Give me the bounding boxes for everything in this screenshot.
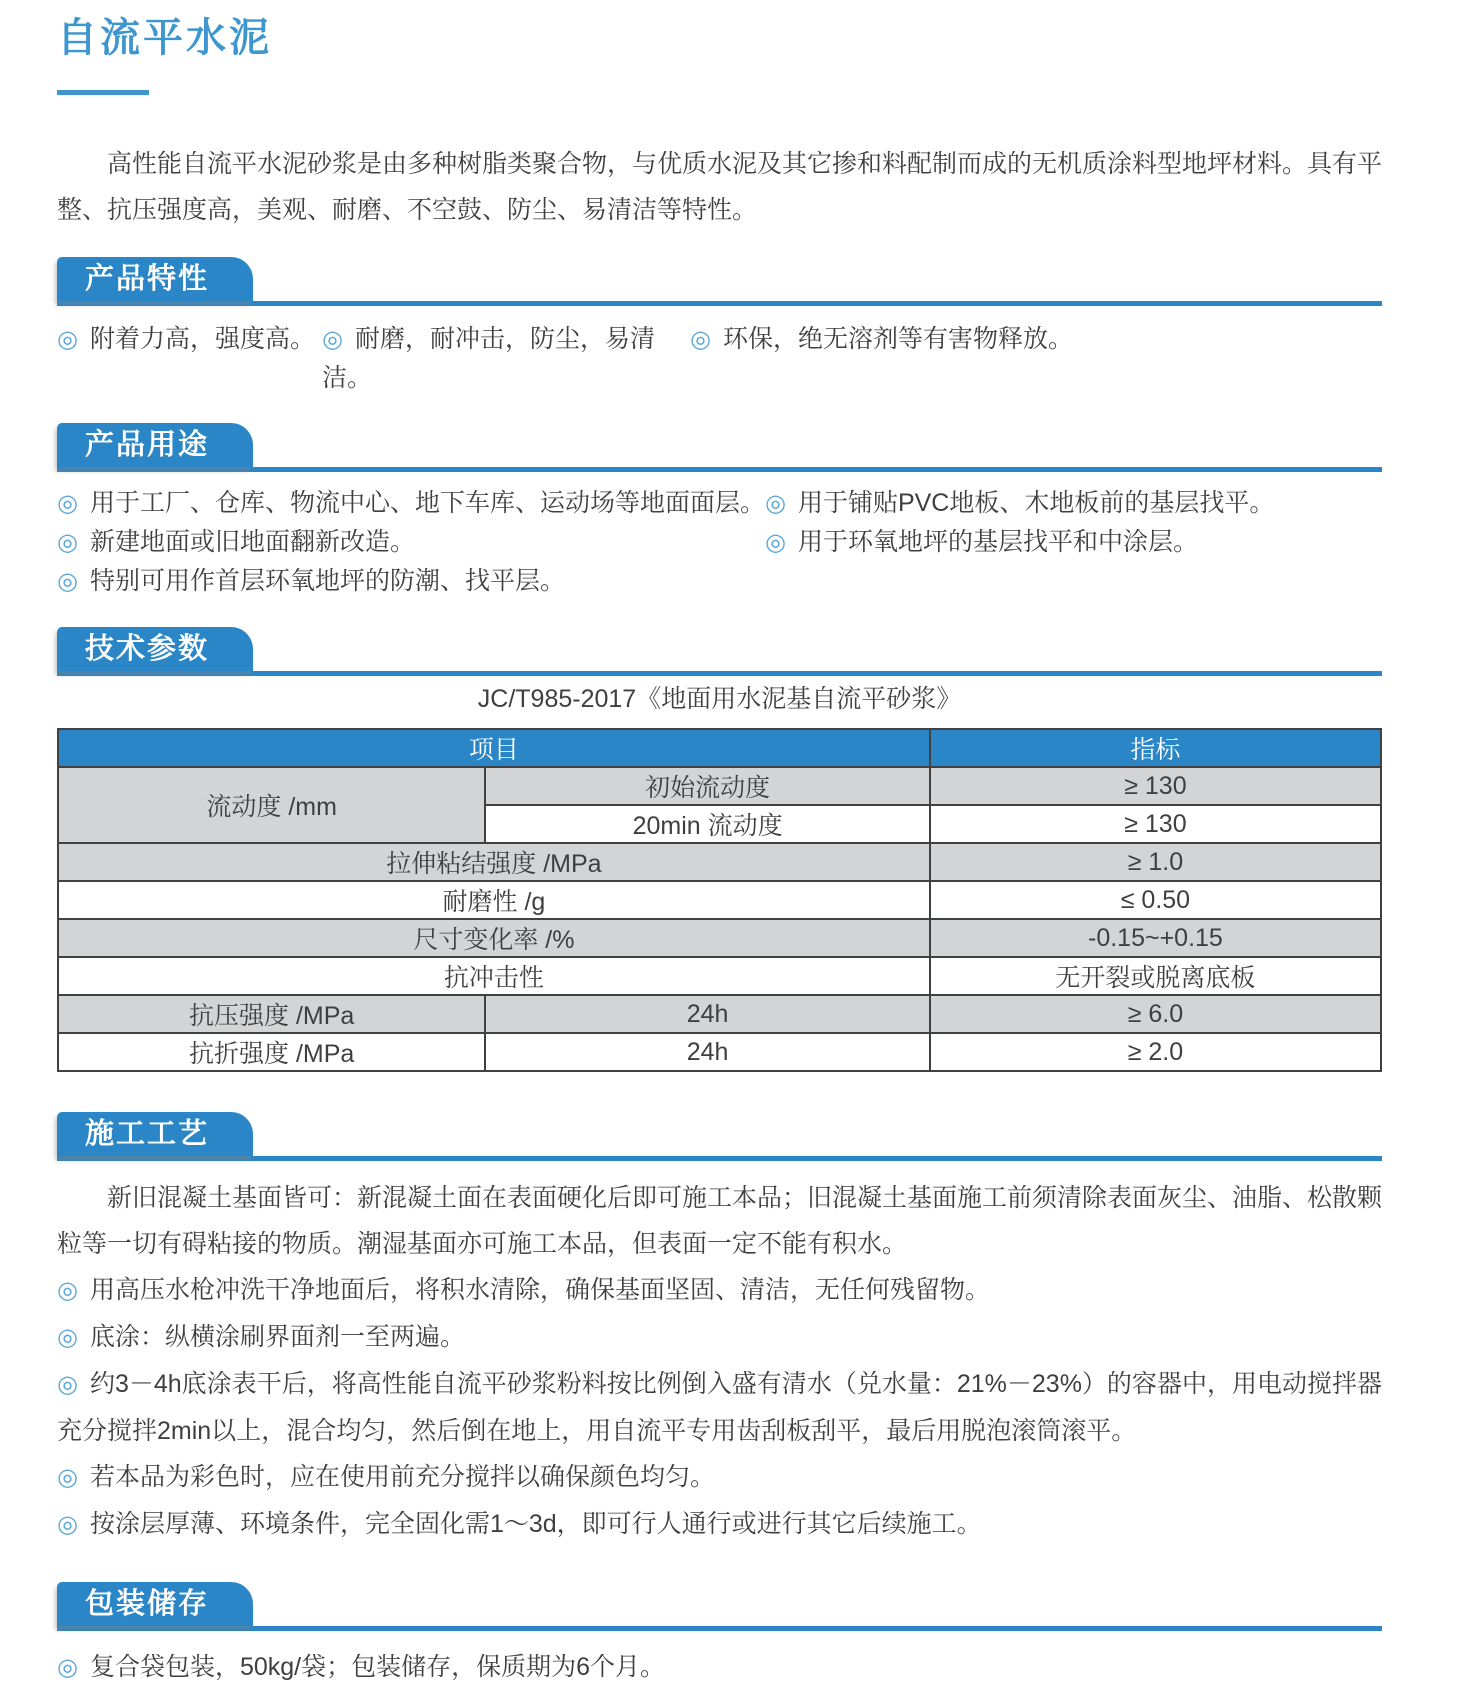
bullet-text: 底涂：纵横涂刷界面剂一至两遍。: [89, 1323, 465, 1351]
bullseye-bullet-icon: ◎: [765, 529, 786, 556]
table-row: [58, 843, 1381, 881]
bullet-text: 用高压水枪冲洗干净地面后，将积水清除，确保基面坚固、清洁，无任何残留物。: [89, 1276, 990, 1304]
cell-value: -0.15~+0.15: [930, 919, 1381, 957]
table-row: [58, 957, 1381, 995]
bullseye-bullet-icon: ◎: [690, 326, 711, 353]
bullseye-bullet-icon: ◎: [57, 326, 78, 353]
bullseye-bullet-icon: ◎: [57, 1324, 78, 1351]
bullseye-bullet-icon: ◎: [57, 1371, 78, 1398]
cell-value: 无开裂或脱离底板: [930, 957, 1381, 995]
cell-value: ≥ 130: [930, 767, 1381, 805]
section-tab-packaging: 包装储存: [57, 1582, 253, 1626]
bullet-text: 用于环氧地坪的基层找平和中涂层。: [797, 528, 1198, 556]
column-header-index: 指标: [930, 729, 1381, 767]
bullseye-bullet-icon: ◎: [57, 1654, 78, 1681]
list-item: [57, 1647, 1382, 1688]
process-intro: 新旧混凝土基面皆可：新混凝土面在表面硬化后即可施工本品；旧混凝土基面施工前须清除表面灰尘、油脂、松散颗粒等一切有碍粘接的物质。潮湿基面亦可施工本品，但表面一定不能有积水。: [57, 1184, 1383, 1258]
bullseye-bullet-icon: ◎: [57, 490, 78, 517]
table-caption: JC/T985-2017《地面用水泥基自流平砂浆》: [477, 685, 962, 713]
bullseye-bullet-icon: ◎: [57, 568, 78, 595]
bullseye-bullet-icon: ◎: [57, 1511, 78, 1538]
list-item: [57, 1267, 1382, 1314]
bullseye-bullet-icon: ◎: [57, 1277, 78, 1304]
column-header-item: 项目: [58, 729, 930, 767]
bullet-text: 用于工厂、仓库、物流中心、地下车库、运动场等地面面层。: [89, 489, 765, 517]
bullet-text: 耐磨，耐冲击，防尘，易清洁。: [322, 325, 655, 392]
section-rule: [57, 1156, 1382, 1161]
list-item: [322, 320, 690, 397]
cell-value: ≥ 6.0: [930, 995, 1381, 1033]
cell-name: 耐磨性 /g: [58, 881, 930, 919]
section-header-process: [57, 1112, 1382, 1161]
list-item: [57, 1501, 1382, 1548]
cell-name: 抗折强度 /MPa: [58, 1033, 485, 1071]
cell-name: 拉伸粘结强度 /MPa: [58, 843, 930, 881]
bullet-text: 约3－4h底涂表干后，将高性能自流平砂浆粉料按比例倒入盛有清水（兑水量：21%－23%）的容器中，用电动搅拌器充分搅拌2min以上，混合均匀，然后倒在地上，用自流平专用齿刮板刮平，最后用脱泡滚筒滚平。: [57, 1370, 1382, 1445]
cell-group: 流动度 /mm: [58, 767, 485, 843]
cell-value: ≥ 2.0: [930, 1033, 1381, 1071]
cell-sub: 初始流动度: [485, 767, 930, 805]
bullet-text: 特别可用作首层环氧地坪的防潮、找平层。: [89, 567, 565, 595]
table-header-row: [58, 729, 1381, 767]
list-item: [57, 1314, 1382, 1361]
section-rule: [57, 467, 1382, 472]
cell-value: ≥ 1.0: [930, 843, 1381, 881]
bullseye-bullet-icon: ◎: [57, 529, 78, 556]
list-item: [57, 562, 765, 601]
features-list: [57, 320, 1382, 397]
list-item: [57, 1454, 1382, 1501]
section-tab-tech: 技术参数: [57, 627, 253, 671]
uses-left-column: [57, 484, 765, 601]
section-rule: [57, 671, 1382, 676]
cell-name: 抗压强度 /MPa: [58, 995, 485, 1033]
bullseye-bullet-icon: ◎: [57, 1464, 78, 1491]
section-tab-uses: 产品用途: [57, 423, 253, 467]
bullseye-bullet-icon: ◎: [322, 326, 343, 353]
list-item: [765, 484, 1382, 523]
tech-spec-table: [57, 728, 1382, 1072]
section-header-features: [57, 257, 1382, 306]
list-item: [57, 484, 765, 523]
list-item: [57, 523, 765, 562]
bullet-text: 用于铺贴PVC地板、木地板前的基层找平。: [797, 489, 1275, 517]
section-rule: [57, 1626, 1382, 1631]
list-item: [57, 320, 322, 397]
table-row: [58, 881, 1381, 919]
bullseye-bullet-icon: ◎: [765, 490, 786, 517]
bullet-text: 复合袋包装，50kg/袋；包装储存，保质期为6个月。: [89, 1653, 666, 1681]
cell-condition: 24h: [485, 995, 930, 1033]
section-header-tech: [57, 627, 1382, 676]
list-item: [57, 1361, 1382, 1454]
title-underline: [57, 90, 149, 95]
cell-name: 抗冲击性: [58, 957, 930, 995]
uses-right-column: [765, 484, 1382, 601]
list-item: [690, 320, 1073, 397]
page-title: 自流平水泥: [57, 16, 272, 60]
list-item: [765, 523, 1382, 562]
bullet-text: 环保，绝无溶剂等有害物释放。: [722, 325, 1073, 353]
table-row: [58, 767, 1381, 805]
table-row: [58, 995, 1381, 1033]
intro-paragraph: 高性能自流平水泥砂浆是由多种树脂类聚合物，与优质水泥及其它掺和料配制而成的无机质涂料型地坪材料。具有平整、抗压强度高，美观、耐磨、不空鼓、防尘、易清洁等特性。: [57, 150, 1383, 224]
bullet-text: 附着力高，强度高。: [89, 325, 315, 353]
section-rule: [57, 301, 1382, 306]
cell-value: ≥ 130: [930, 805, 1381, 843]
section-tab-process: 施工工艺: [57, 1112, 253, 1156]
uses-list: [57, 484, 1382, 601]
cell-sub: 20min 流动度: [485, 805, 930, 843]
section-header-uses: [57, 423, 1382, 472]
bullet-text: 按涂层厚薄、环境条件，完全固化需1～3d，即可行人通行或进行其它后续施工。: [89, 1510, 982, 1538]
cell-name: 尺寸变化率 /%: [58, 919, 930, 957]
section-tab-features: 产品特性: [57, 257, 253, 301]
section-header-packaging: [57, 1582, 1382, 1631]
bullet-text: 新建地面或旧地面翻新改造。: [89, 528, 415, 556]
cell-condition: 24h: [485, 1033, 930, 1071]
table-row: [58, 919, 1381, 957]
table-row: [58, 1033, 1381, 1071]
cell-value: ≤ 0.50: [930, 881, 1381, 919]
bullet-text: 若本品为彩色时，应在使用前充分搅拌以确保颜色均匀。: [89, 1463, 715, 1491]
